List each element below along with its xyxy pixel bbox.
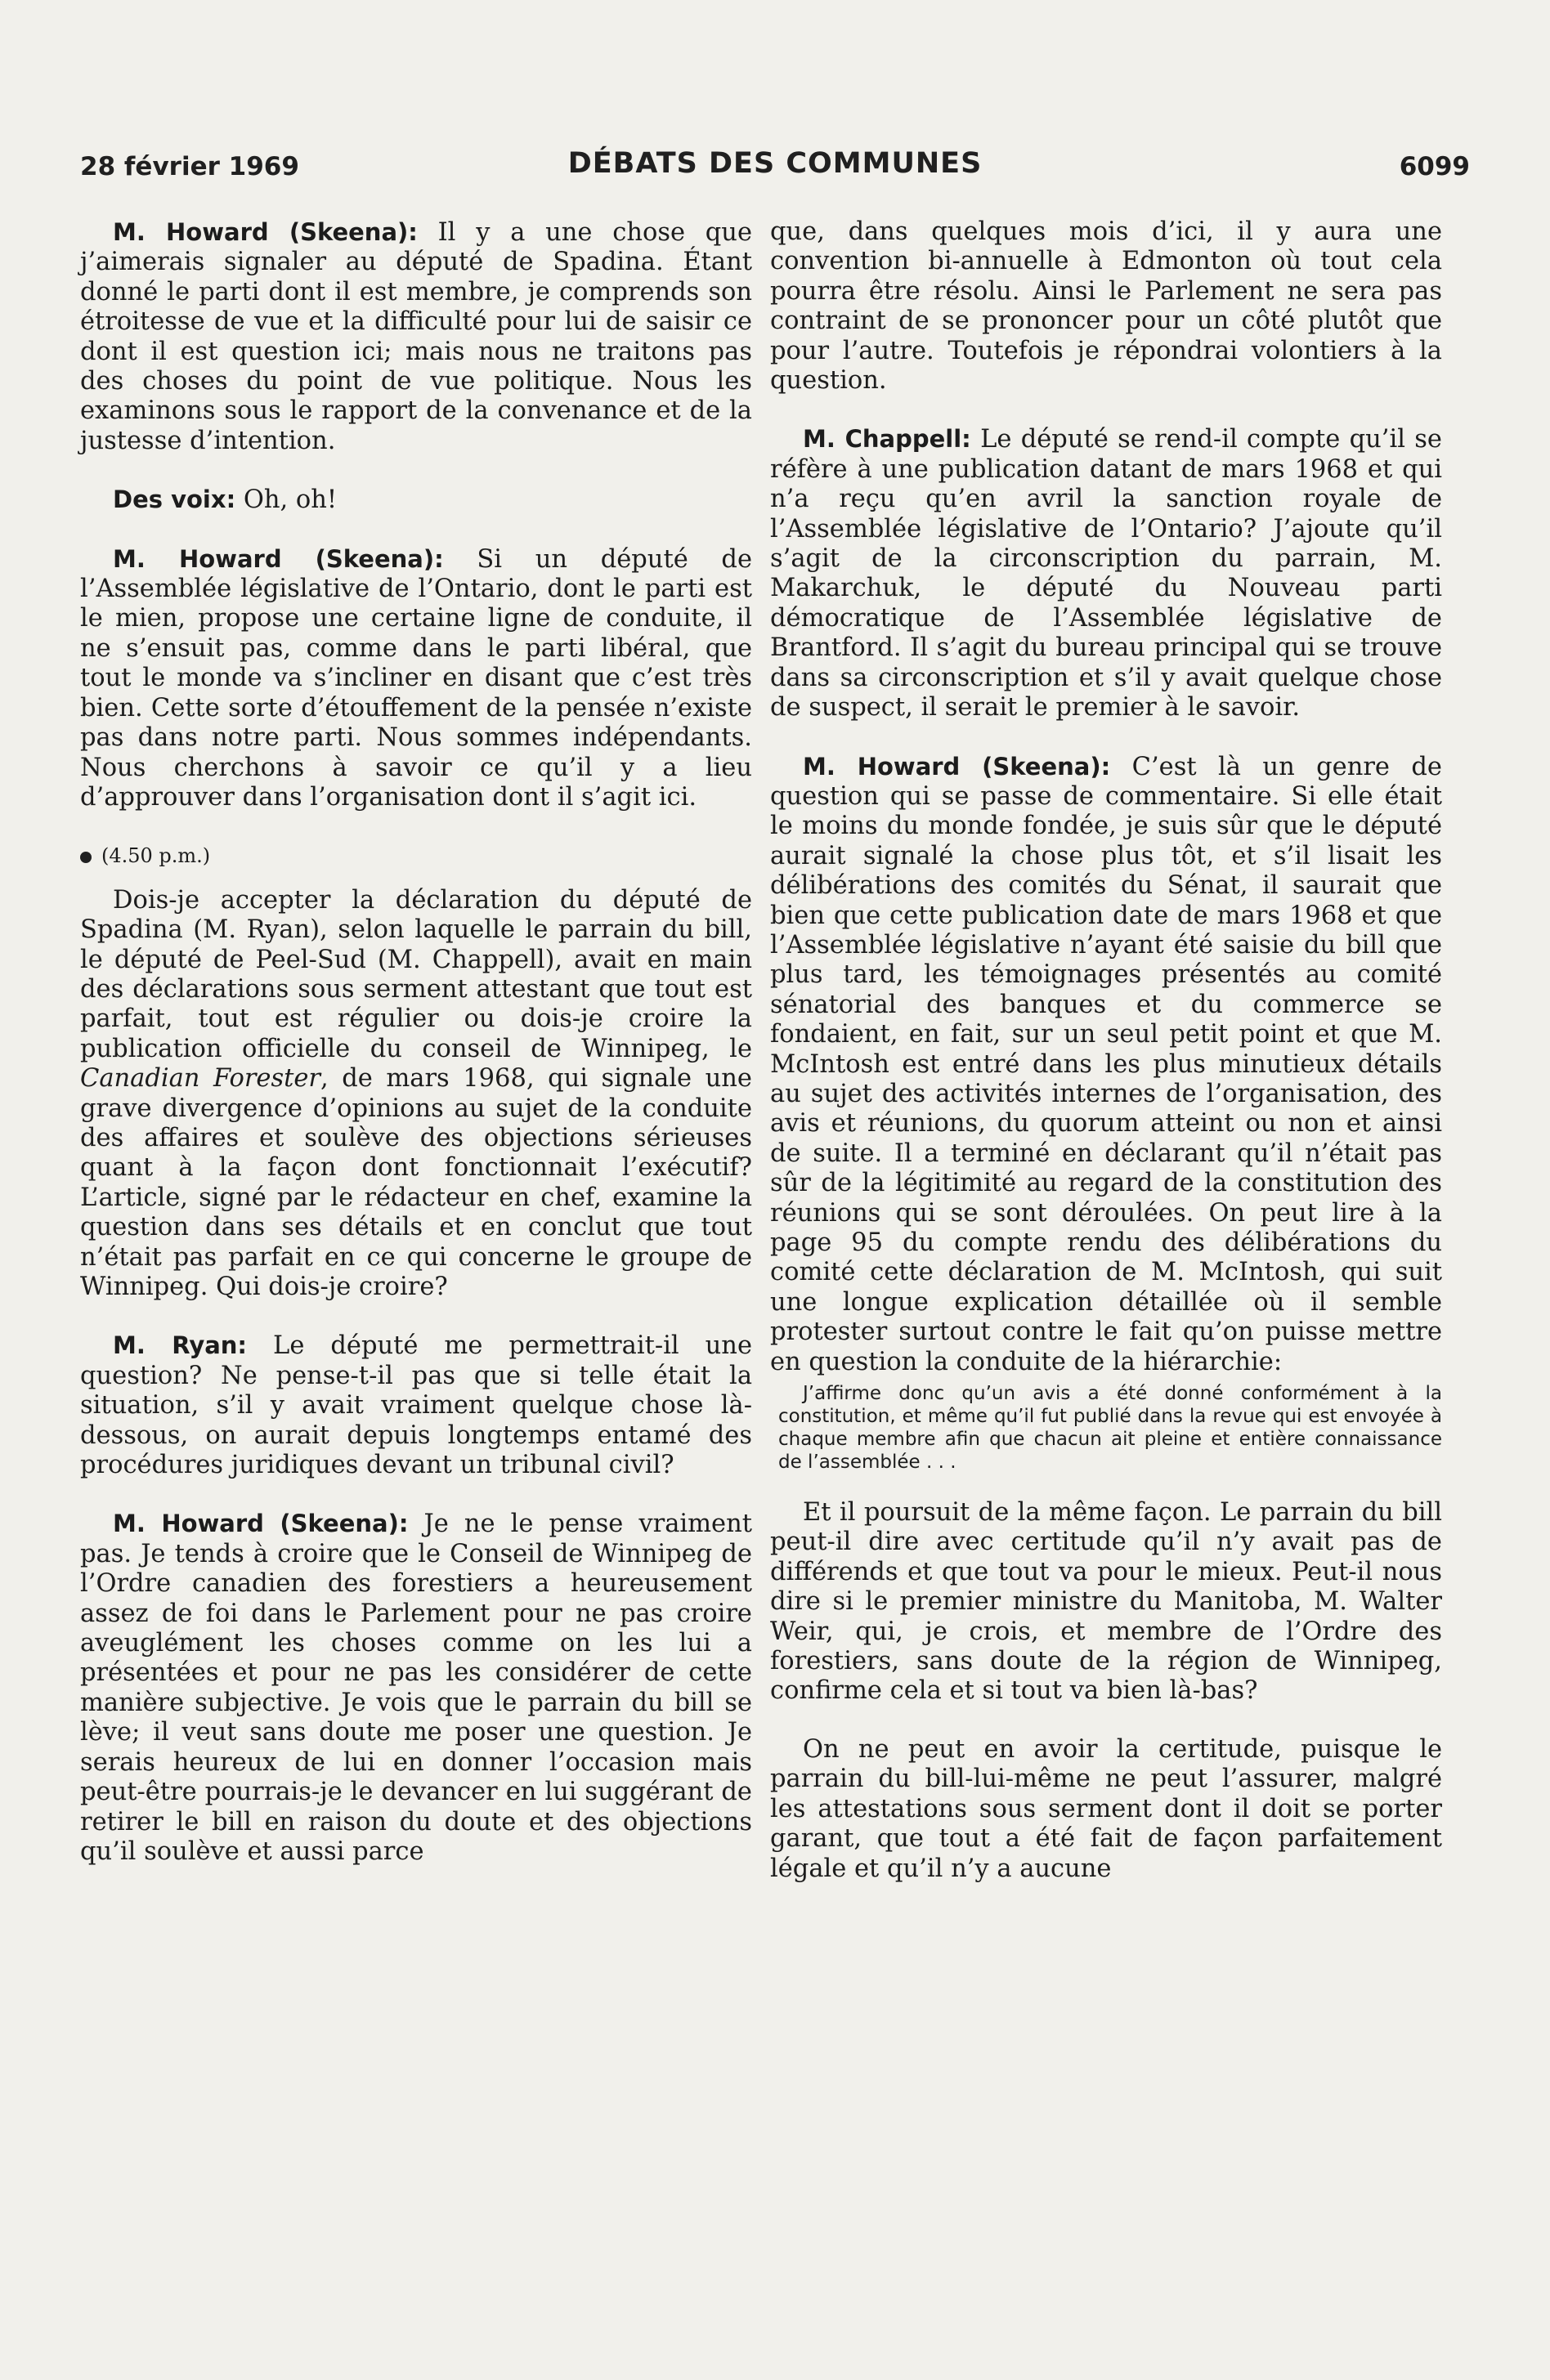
paragraph-text: Dois-je accepter la déclaration du député de Spadina (M. Ryan), selon laquelle le parrain du bill, le député de Peel-Sud (M. Chappell), avait en main des déclarations sous serment attestant que tout est parfait, tout est régulier ou dois-je croire la publication officielle du conseil de Winnipeg, le — [80, 885, 752, 1063]
speaker-name: M. Howard (Skeena): — [113, 1510, 409, 1538]
speaker-name: M. Howard (Skeena): — [113, 218, 418, 246]
time-marker — [80, 841, 752, 870]
speaker-name: M. Howard (Skeena): — [803, 752, 1111, 781]
publication-title: Canadian Forester — [80, 1064, 321, 1094]
paragraph-text: Il y a une chose que j’aimerais signaler au député de Spadina. Étant donné le parti dont il est membre, je comprends son étroitesse de vue et la difficulté pour lui de saisir ce dont il est question ici; mais nous ne traitons pas des choses du point de vue politique. Nous les examinons sous le rapport de la convenance et de la justesse d’intention. — [80, 218, 753, 455]
paragraph — [80, 217, 752, 456]
paragraph-text: C’est là un genre de question qui se passe de commentaire. Si elle était le moins du monde fondée, je suis sûr que le député aurait signalé la chose plus tôt, et s’il lisait les délibérations des comités du Sénat, il saurait que bien que cette publication date de mars 1968 et que l’Assemblée législative n’ayant été saisie du bill que plus tard, les témoignages présentés au comité sénatorial des banques et du commerce se fondaient, en fait, sur un seul petit point et que M. McIntosh est entré dans les plus minutieux détails au sujet des activités internes de l’organisation, des avis et réunions, du quorum atteint ou non et ainsi de suite. Il a terminé en déclarant qu’il n’était pas sûr de la légitimité au regard de la constitution des réunions qui se sont déroulées. On peut lire à la page 95 du compte rendu des délibérations du comité cette déclaration de M. McIntosh, qui suit une longue explication détaillée où il semble protester surtout contre le fait qu’on puisse mettre en question la conduite de la hiérarchie: — [770, 752, 1442, 1376]
paragraph-text: On ne peut en avoir la certitude, puisque le parrain du bill-lui-même ne peut l’assurer, malgré les attestations sous serment dont il doit se porter garant, que tout a été fait de façon parfaitement légale et qu’il n’y a aucune — [770, 1734, 1442, 1883]
paragraph — [770, 424, 1442, 722]
paragraph — [770, 752, 1442, 1378]
right-column — [770, 217, 1442, 1884]
paragraph — [80, 485, 752, 515]
speaker-name: M. Ryan: — [113, 1331, 248, 1360]
paragraph-text: Et il poursuit de la même façon. Le parrain du bill peut-il dire avec certitude qu’il n’y avait pas de différends et que tout va pour le mieux. Peut-il nous dire si le premier ministre du Manitoba, M. Walter Weir, qui, je crois, et membre de l’Ordre des forestiers, sans doute de la région de Winnipeg, confirme cela et si tout va bien là-bas? — [770, 1498, 1442, 1706]
paragraph-text: Le député se rend-il compte qu’il se réfère à une publication datant de mars 1968 et qui n’a reçu qu’en avril la sanction royale de l’Assemblée législative de l’Ontario? J’ajoute qu’il s’agit de la circonscription du parrain, M. Makarchuk, le député du Nouveau parti démocratique de l’Assemblée législative de Brantford. Il s’agit du bureau principal qui se trouve dans sa circonscription et s’il y avait quelque chose de suspect, il serait le premier à le savoir. — [770, 425, 1442, 722]
paragraph — [770, 217, 1442, 396]
paragraph — [80, 1331, 752, 1480]
header-date: 28 février 1969 — [80, 152, 299, 181]
header-page-number: 6099 — [1399, 152, 1470, 181]
bullet-icon — [80, 852, 92, 863]
left-column — [80, 217, 752, 1867]
paragraph-text: Le député me permettrait-il une question? Ne pense-t-il pas que si telle était la situation, s’il y avait vraiment quelque chose là-dessous, on aurait depuis longtemps entamé des procédures juridiques devant un tribunal civil? — [80, 1331, 752, 1480]
speaker-name: M. Chappell: — [803, 425, 971, 454]
paragraph-text: Oh, oh! — [235, 485, 338, 515]
page-header — [80, 147, 1470, 188]
paragraph-text: que, dans quelques mois d’ici, il y aura une convention bi-annuelle à Edmonton où tout cela pourra être résolu. Ainsi le Parlement ne sera pas contraint de se prononcer pour un côté plutôt que pour l’autre. Toutefois je répondrai volontiers à la question. — [770, 217, 1442, 396]
paragraph — [80, 886, 752, 1303]
paragraph-text: , de mars 1968, qui signale une grave divergence d’opinions au sujet de la conduite des affaires et soulève des objections sérieuses quant à la façon dont fonctionnait l’exécutif? L’article, signé par le rédacteur en chef, examine la question dans ses détails et en conclut que tout n’était pas parfait en ce qui concerne le groupe de Winnipeg. Qui dois-je croire? — [80, 1064, 752, 1301]
header-title: DÉBATS DES COMMUNES — [567, 147, 983, 180]
speaker-name: Des voix: — [113, 485, 236, 514]
speaker-name: M. Howard (Skeena): — [113, 544, 444, 573]
paragraph — [80, 1509, 752, 1867]
time-text: (4.50 p.m.) — [101, 844, 211, 868]
paragraph-text: Si un député de l’Assemblée législative de l’Ontario, dont le parti est le mien, propose une certaine ligne de conduite, il ne s’ensuit pas, comme dans le parti libéral, que tout le monde va s’incliner en disant que c’est très bien. Cette sorte d’étouffement de la pensée n’existe pas dans notre parti. Nous sommes indépendants. Nous cherchons à savoir ce qu’il y a lieu d’approuver dans l’organisation dont il s’agit ici. — [80, 544, 753, 812]
paragraph — [80, 544, 752, 813]
paragraph — [770, 1498, 1442, 1707]
paragraph — [770, 1735, 1442, 1884]
paragraph-text: Je ne le pense vraiment pas. Je tends à croire que le Conseil de Winnipeg de l’Ordre canadien des forestiers a heureusement assez de foi dans le Parlement pour ne pas croire aveuglément les choses comme on les lui a présentées et pour ne pas les considérer de cette manière subjective. Je vois que le parrain du bill se lève; il veut sans doute me poser une question. Je serais heureux de lui en donner l’occasion mais peut-être pourrais-je le devancer en lui suggérant de retirer le bill en raison du doute et des objections qu’il soulève et aussi parce — [80, 1510, 753, 1866]
block-quote: J’affirme donc qu’un avis a été donné conformément à la constitution, et même qu’il fut publié dans la revue qui est envoyée à chaque membre afin que chacun ait pleine et entière connaissance de l’assemblée . . . — [778, 1383, 1442, 1474]
